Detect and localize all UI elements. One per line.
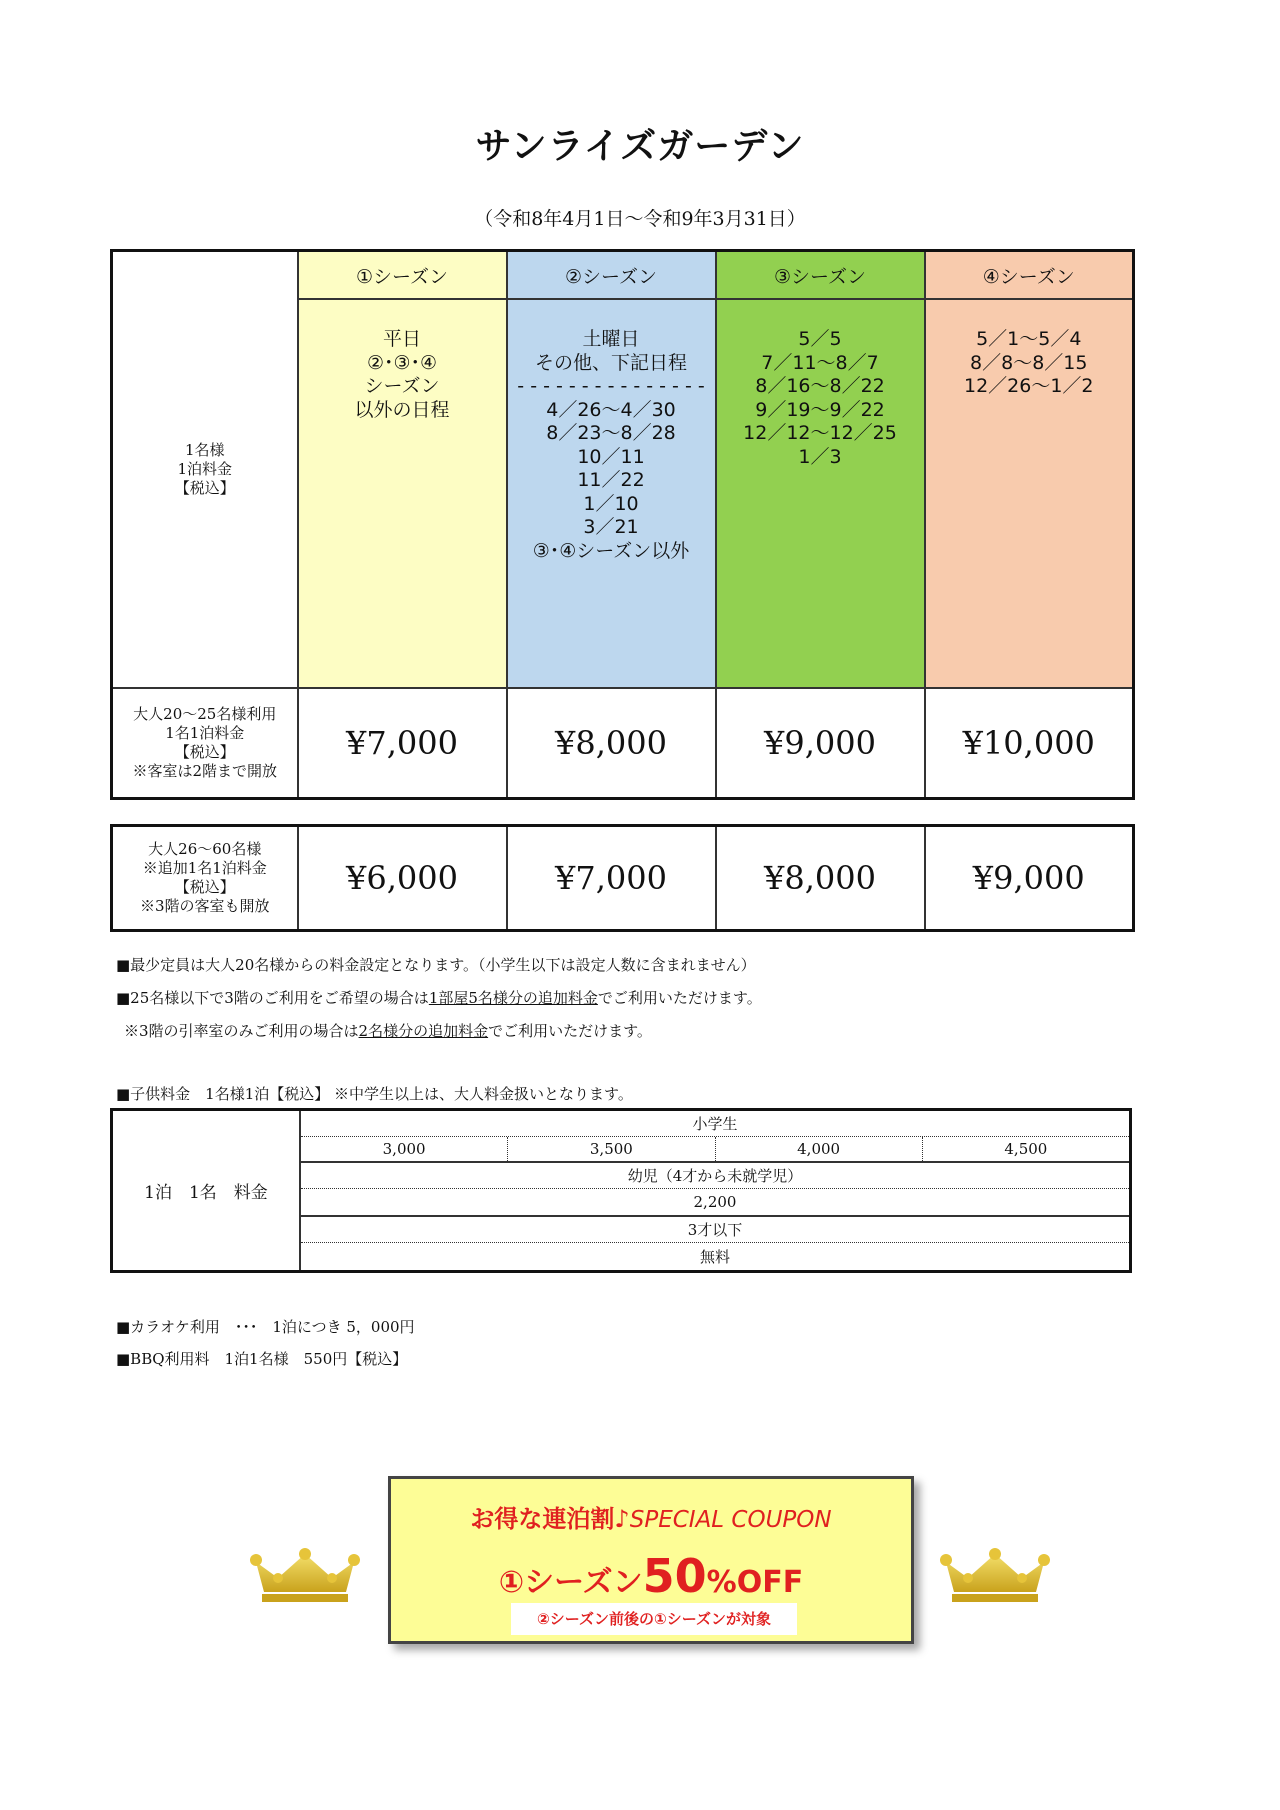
page-title: サンライズガーデン bbox=[475, 125, 805, 167]
date-line: 平日 bbox=[382, 328, 421, 350]
date-line: その他、下記日程 bbox=[534, 351, 687, 374]
child-row-label: 1泊 1名 料金 bbox=[113, 1111, 301, 1270]
child-price-heading: ■子供料金 1名様1泊【税込】 ※中学生以上は、大人料金扱いとなります。 bbox=[116, 1085, 633, 1103]
season-2-dates bbox=[507, 299, 716, 688]
price-season-1: ¥7,000 bbox=[298, 688, 507, 798]
validity-period: （令和8年4月1日～令和9年3月31日） bbox=[474, 208, 806, 230]
price-season-3: ¥9,000 bbox=[716, 688, 925, 798]
row-label-adult-26-60: 大人26～60名様 ※追加1名1泊料金 【税込】 ※3階の客室も開放 bbox=[112, 826, 298, 931]
date-line: 3／21 bbox=[583, 516, 639, 538]
special-coupon-banner bbox=[388, 1476, 914, 1644]
date-line: 7／11～8／7 bbox=[761, 351, 879, 374]
date-line: 土曜日 bbox=[582, 328, 640, 350]
preschool-price: 2,200 bbox=[301, 1189, 1129, 1217]
bbq-note: ■BBQ利用料 1泊1名様 550円【税込】 bbox=[116, 1350, 408, 1368]
season-3-header: ③シーズン bbox=[716, 251, 925, 300]
extra-price-season-1: ¥6,000 bbox=[298, 826, 507, 931]
date-line: 8／8～8／15 bbox=[970, 351, 1088, 374]
season-price-table bbox=[110, 249, 1135, 800]
season-4-header: ④シーズン bbox=[925, 251, 1134, 300]
season-2-header: ②シーズン bbox=[507, 251, 716, 300]
season-3-dates bbox=[716, 299, 925, 688]
date-line: 1／3 bbox=[798, 445, 842, 468]
row-label-per-night: 1名様 1泊料金 【税込】 bbox=[112, 251, 298, 689]
toddler-price: 無料 bbox=[699, 1248, 730, 1266]
date-line: ③･④シーズン以外 bbox=[532, 539, 690, 562]
toddler-label: 3才以下 bbox=[301, 1217, 1129, 1243]
date-line: 9／19～9／22 bbox=[755, 398, 885, 421]
coupon-condition: ②シーズン前後の①シーズンが対象 bbox=[511, 1603, 797, 1635]
season-1-header: ①シーズン bbox=[298, 251, 507, 300]
coupon-headline: お得な連泊割♪SPECIAL COUPON bbox=[470, 1505, 832, 1533]
additional-price-table bbox=[110, 824, 1135, 932]
child-price-table bbox=[110, 1108, 1132, 1273]
date-line: 4／26～4／30 bbox=[546, 398, 676, 421]
elementary-price-season-2: 3,500 bbox=[508, 1137, 715, 1161]
extra-price-season-2: ¥7,000 bbox=[507, 826, 716, 931]
date-line: 以外の日程 bbox=[354, 398, 450, 421]
extra-price-season-3: ¥8,000 bbox=[716, 826, 925, 931]
date-line: 5／1～5／4 bbox=[976, 328, 1082, 350]
date-line: シーズン bbox=[364, 375, 440, 397]
date-line: 11／22 bbox=[577, 469, 645, 491]
note-escort-room: ※3階の引率室のみご利用の場合は2名様分の追加料金でご利用いただけます。 bbox=[124, 1022, 652, 1040]
date-line: 5／5 bbox=[798, 328, 842, 350]
price-season-2: ¥8,000 bbox=[507, 688, 716, 798]
extra-price-season-4: ¥9,000 bbox=[925, 826, 1134, 931]
date-line: - - - - - - - - - - - - - - - bbox=[517, 375, 705, 397]
elementary-prices bbox=[301, 1137, 1129, 1163]
note-minimum: ■最少定員は大人20名様からの料金設定となります。（小学生以下は設定人数に含まれません） bbox=[116, 956, 756, 974]
preschool-label: 幼児（4才から未就学児） bbox=[301, 1163, 1129, 1189]
elementary-label: 小学生 bbox=[301, 1111, 1129, 1137]
date-line: 12／12～12／25 bbox=[743, 422, 897, 444]
row-label-adult-20-25: 大人20～25名様利用 1名1泊料金 【税込】 ※客室は2階まで開放 bbox=[112, 688, 298, 798]
date-line: 8／23～8／28 bbox=[546, 422, 676, 444]
season-4-dates bbox=[925, 299, 1134, 688]
season-1-dates bbox=[298, 299, 507, 688]
date-line: 8／16～8／22 bbox=[755, 375, 885, 397]
elementary-price-season-1: 3,000 bbox=[301, 1137, 508, 1161]
date-line: 1／10 bbox=[583, 492, 639, 515]
crown-icon bbox=[938, 1548, 1052, 1604]
note-third-floor: ■25名様以下で3階のご利用をご希望の場合は1部屋5名様分の追加料金でご利用いただけます。 bbox=[116, 989, 762, 1007]
date-line: ②･③･④ bbox=[366, 351, 438, 374]
coupon-discount: ①シーズン50%OFF bbox=[498, 1549, 804, 1603]
elementary-price-season-3: 4,000 bbox=[716, 1137, 923, 1161]
crown-icon bbox=[248, 1548, 362, 1604]
price-season-4: ¥10,000 bbox=[925, 688, 1134, 798]
date-line: 12／26～1／2 bbox=[963, 375, 1094, 397]
elementary-price-season-4: 4,500 bbox=[1004, 1140, 1048, 1158]
date-line: 10／11 bbox=[577, 445, 645, 468]
karaoke-note: ■カラオケ利用 ･･･ 1泊につき 5，000円 bbox=[116, 1318, 415, 1336]
